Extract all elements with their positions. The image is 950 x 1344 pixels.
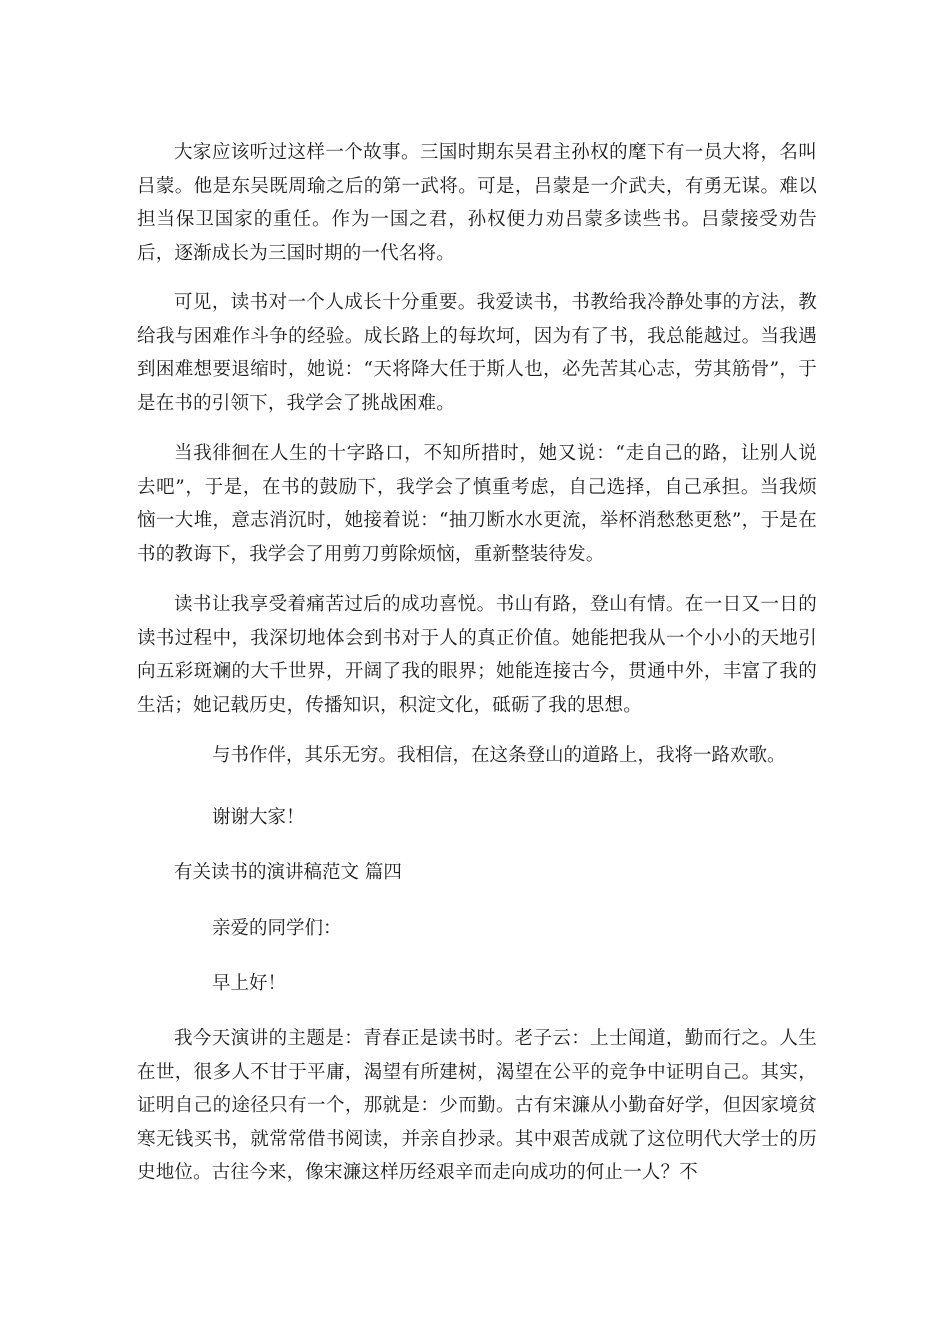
good-morning-line: 早上好！ — [212, 973, 287, 994]
paragraph-companionship: 与书作伴，其乐无穷。我相信，在这条登山的道路上，我将一路欢歌。 — [212, 745, 786, 766]
paragraph-reading-importance: 可见，读书对一个人成长十分重要。我爱读书，书教给我冷静处事的方法，教给我与困难作斗争的经验。成长路上的每坎坷，因为有了书，我总能越过。当我遇到困难想要退缩时，她说：“天将降大任于斯人也，必先苦其心志，劳其筋骨”，于是在书的引领下，我学会了挑战困难。 — [137, 292, 817, 414]
paragraph-speech-theme: 我今天演讲的主题是：青春正是读书时。老子云：上士闻道，勤而行之。人生在世，很多人不甘于平庸，渴望有所建树，渴望在公平的竞争中证明自己。其实，证明自己的途径只有一个，那就是：少而勤。古有宋濂从小勤奋好学，但因家境贫寒无钱买书，就常常借书阅读，并亲自抄录。其中艰苦成就了这位明代大学士的历史地位。古往今来，像宋濂这样历经艰辛而走向成功的何止一人？不 — [137, 1028, 817, 1183]
paragraph-thanks: 谢谢大家！ — [212, 807, 305, 828]
paragraph-crossroads: 当我徘徊在人生的十字路口，不知所措时，她又说：“走自己的路，让别人说去吧”，于是，在书的鼓励下，我学会了慎重考虑，自己选择，自己承担。当我烦恼一大堆，意志消沉时，她接着说：“抽刀断水水更流，举杯消愁愁更愁”，于是在书的教诲下，我学会了用剪刀剪除烦恼，重新整装待发。 — [137, 443, 817, 565]
paragraph-lu-meng-story: 大家应该听过这样一个故事。三国时期东吴君主孙权的麾下有一员大将，名叫吕蒙。他是东吴既周瑜之后的第一武将。可是，吕蒙是一介武夫，有勇无谋。难以担当保卫国家的重任。作为一国之君，孙权便力劝吕蒙多读些书。吕蒙接受劝告后，逐渐成长为三国时期的一代名将。 — [137, 142, 817, 264]
greeting-line: 亲爱的同学们： — [212, 918, 342, 939]
paragraph-joy-of-reading: 读书让我享受着痛苦过后的成功喜悦。书山有路，登山有情。在一日又一日的读书过程中，我深切地体会到书对于人的真正价值。她能把我从一个小小的天地引向五彩斑斓的大千世界，开阔了我的眼界；她能连接古今，贯通中外，丰富了我的生活；她记载历史，传播知识，积淀文化，砥砺了我的思想。 — [137, 594, 817, 716]
section-heading: 有关读书的演讲稿范文 篇四 — [174, 862, 402, 883]
